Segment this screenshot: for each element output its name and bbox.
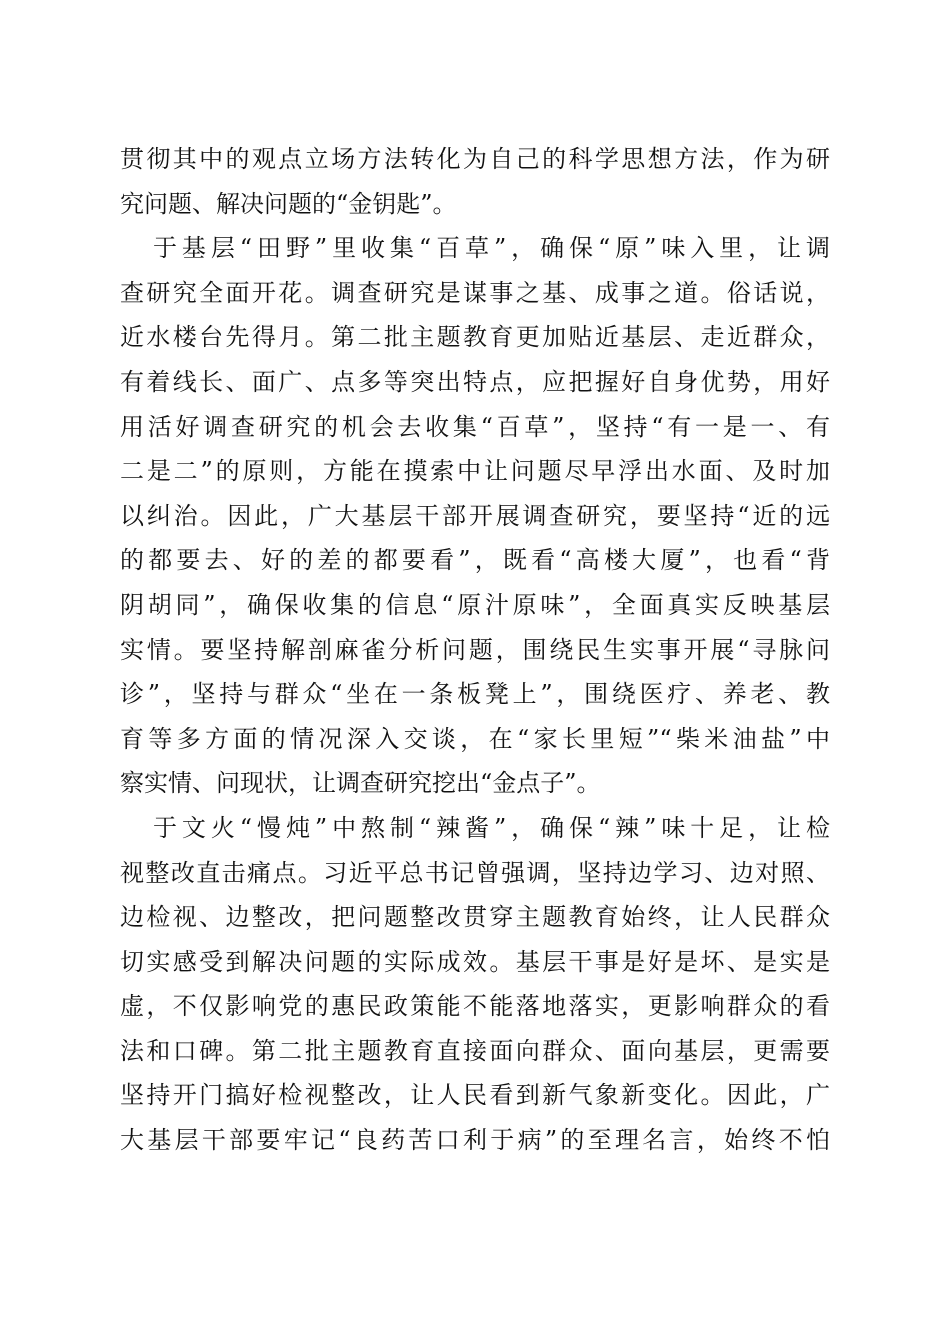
text-line: 虚，不仅影响党的惠民政策能不能落地落实，更影响群众的看 (120, 992, 830, 1021)
paragraph-3 (120, 806, 830, 1163)
text-line: 贯彻其中的观点立场方法转化为自己的科学思想方法，作为研 (120, 145, 830, 173)
text-line: 视整改直击痛点。习近平总书记曾强调，坚持边学习、边对照、 (120, 858, 830, 887)
text-line: 切实感受到解决问题的实际成效。基层干事是好是坏、是实是 (120, 947, 830, 976)
text-line: 究问题、解决问题的“金钥匙”。 (120, 189, 457, 218)
text-line: 实情。要坚持解剖麻雀分析问题，围绕民生实事开展“寻脉问 (120, 635, 830, 664)
text-line: 坚持开门搞好检视整改，让人民看到新气象新变化。因此，广 (120, 1081, 830, 1110)
text-line: 于文火“慢炖”中熬制“辣酱”，确保“辣”味十足，让检 (153, 813, 830, 842)
text-line: 察实情、问现状，让调查研究挖出“金点子”。 (120, 769, 601, 798)
paragraph-1 (120, 137, 830, 226)
text-line: 的都要去、好的差的都要看”，既看“高楼大厦”，也看“背 (120, 546, 830, 575)
text-line: 二是二”的原则，方能在摸索中让问题尽早浮出水面、及时加 (120, 457, 830, 486)
text-line: 于基层“田野”里收集“百草”，确保“原”味入里，让调 (153, 234, 830, 263)
text-line: 查研究全面开花。调查研究是谋事之基、成事之道。俗话说， (120, 278, 830, 307)
text-line: 以纠治。因此，广大基层干部开展调查研究，要坚持“近的远 (120, 501, 830, 530)
document-page (120, 137, 830, 1163)
text-line: 有着线长、面广、点多等突出特点，应把握好自身优势，用好 (120, 367, 830, 396)
text-line: 法和口碑。第二批主题教育直接面向群众、面向基层，更需要 (120, 1036, 830, 1065)
paragraph-2 (120, 226, 830, 806)
text-line: 边检视、边整改，把问题整改贯穿主题教育始终，让人民群众 (120, 903, 830, 932)
text-line: 大基层干部要牢记“良药苦口利于病”的至理名言，始终不怕 (120, 1126, 830, 1155)
text-line: 用活好调查研究的机会去收集“百草”，坚持“有一是一、有 (120, 412, 830, 441)
text-line: 诊”，坚持与群众“坐在一条板凳上”，围绕医疗、养老、教 (120, 680, 830, 709)
text-line: 育等多方面的情况深入交谈，在“家长里短”“柴米油盐”中 (120, 724, 830, 753)
text-line: 阴胡同”，确保收集的信息“原汁原味”，全面真实反映基层 (120, 590, 830, 619)
text-line: 近水楼台先得月。第二批主题教育更加贴近基层、走近群众， (120, 323, 830, 352)
